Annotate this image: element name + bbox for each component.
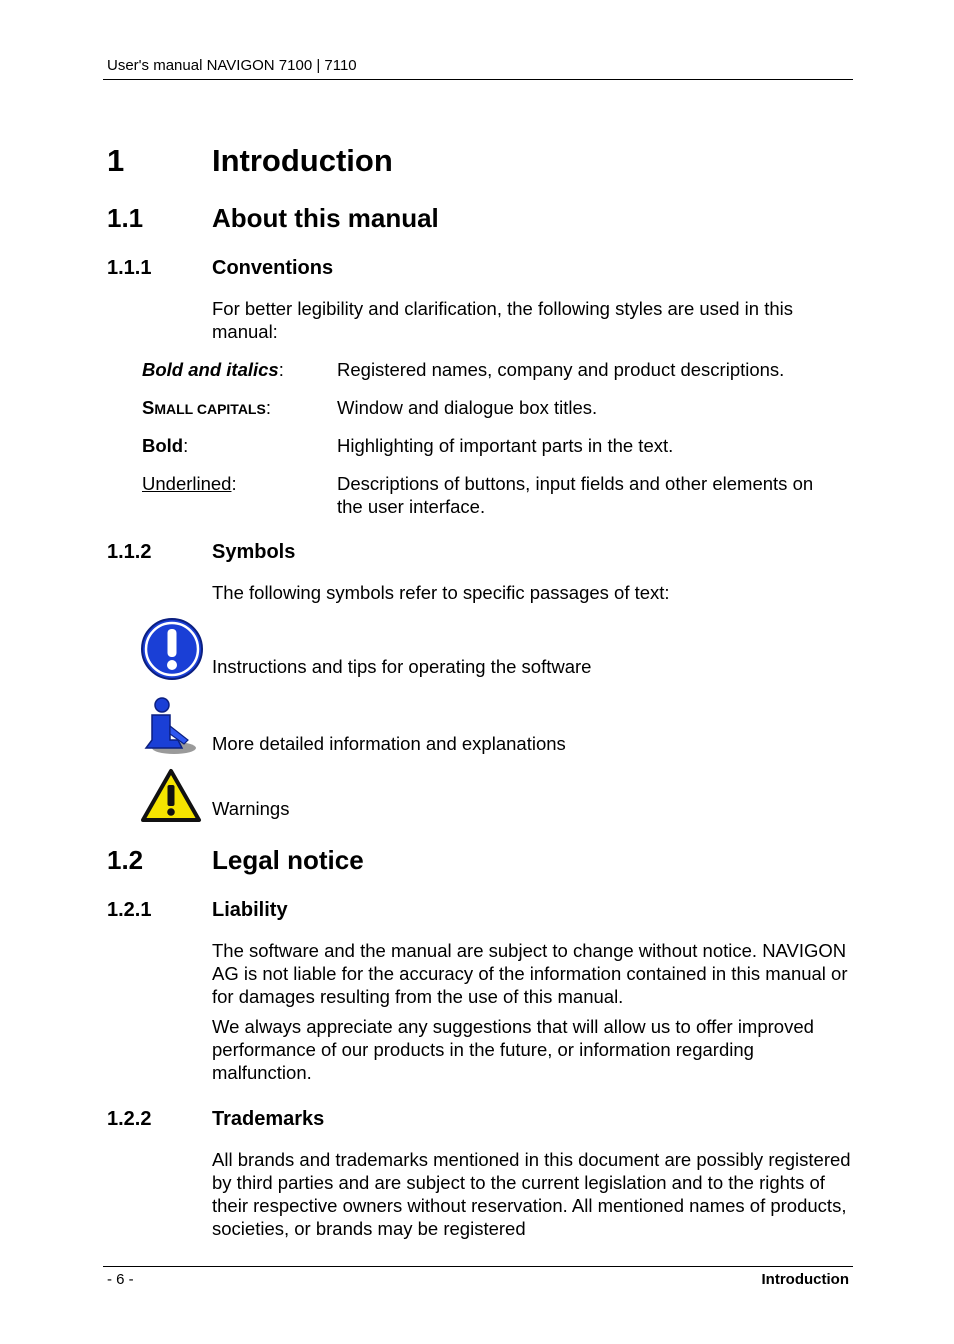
conventions-intro: For better legibility and clarification, the following styles are used in this manual: xyxy=(212,298,793,342)
footer-rule xyxy=(103,1266,853,1267)
convention-term-bold-italics: Bold and italics: xyxy=(142,359,284,380)
subsection-number-1-1-2: 1.1.2 xyxy=(107,541,152,563)
trademarks-paragraph-1: All brands and trademarks mentioned in this document are possibly registered by third parties and are subject to the current legislation and to the rights of their respective owners without reservation. All mentioned names of products, societies, or brands may be registered xyxy=(212,1149,851,1239)
convention-term-bold: Bold: xyxy=(142,435,189,456)
convention-term-small-caps: SMALL CAPITALS: xyxy=(142,397,271,418)
convention-desc-bold-italics: Registered names, company and product descriptions. xyxy=(337,359,785,380)
subsection-number-1-2-1: 1.2.1 xyxy=(107,899,152,921)
warning-icon xyxy=(140,768,202,824)
subsection-number-1-2-2: 1.2.2 xyxy=(107,1108,152,1130)
header-rule xyxy=(103,79,853,80)
section-number-1-2: 1.2 xyxy=(107,845,144,875)
convention-desc-bold: Highlighting of important parts in the text. xyxy=(337,435,674,456)
subsection-title-1-1-1: Conventions xyxy=(212,257,334,279)
chapter-title: Introduction xyxy=(212,143,393,178)
chapter-number: 1 xyxy=(107,143,125,178)
symbols-intro: The following symbols refer to specific passages of text: xyxy=(212,582,670,603)
footer-section-title: Introduction xyxy=(761,1271,849,1288)
symbol-text-info: More detailed information and explanations xyxy=(212,733,566,754)
subsection-title-1-1-2: Symbols xyxy=(212,541,296,563)
section-title-1-2: Legal notice xyxy=(212,845,364,875)
liability-paragraph-2: We always appreciate any suggestions that will allow us to offer improved performance of our products in the future, or information regarding malfunction. xyxy=(212,1016,814,1083)
liability-text xyxy=(212,939,852,1091)
subsection-title-1-2-1: Liability xyxy=(212,899,288,921)
convention-desc-small-caps: Window and dialogue box titles. xyxy=(337,397,598,418)
trademarks-text xyxy=(212,1148,852,1247)
section-number-1-1: 1.1 xyxy=(107,203,144,233)
info-figure-icon xyxy=(142,696,198,756)
subsection-title-1-2-2: Trademarks xyxy=(212,1108,325,1130)
page-number: - 6 - xyxy=(107,1271,134,1288)
convention-term-underlined: Underlined: xyxy=(142,473,237,494)
section-title-1-1: About this manual xyxy=(212,203,439,233)
convention-desc-underlined: Descriptions of buttons, input fields and other elements on the user interface. xyxy=(337,473,814,517)
running-header: User's manual NAVIGON 7100 | 7110 xyxy=(107,57,357,74)
exclamation-icon xyxy=(140,617,204,681)
symbol-text-warnings: Warnings xyxy=(212,798,290,819)
subsection-number-1-1-1: 1.1.1 xyxy=(107,257,152,279)
symbol-text-tips: Instructions and tips for operating the software xyxy=(212,656,592,677)
liability-paragraph-1: The software and the manual are subject to change without notice. NAVIGON AG is not liable for the accuracy of the information contained in this manual or for damages resulting from the use of this manual. xyxy=(212,940,848,1007)
